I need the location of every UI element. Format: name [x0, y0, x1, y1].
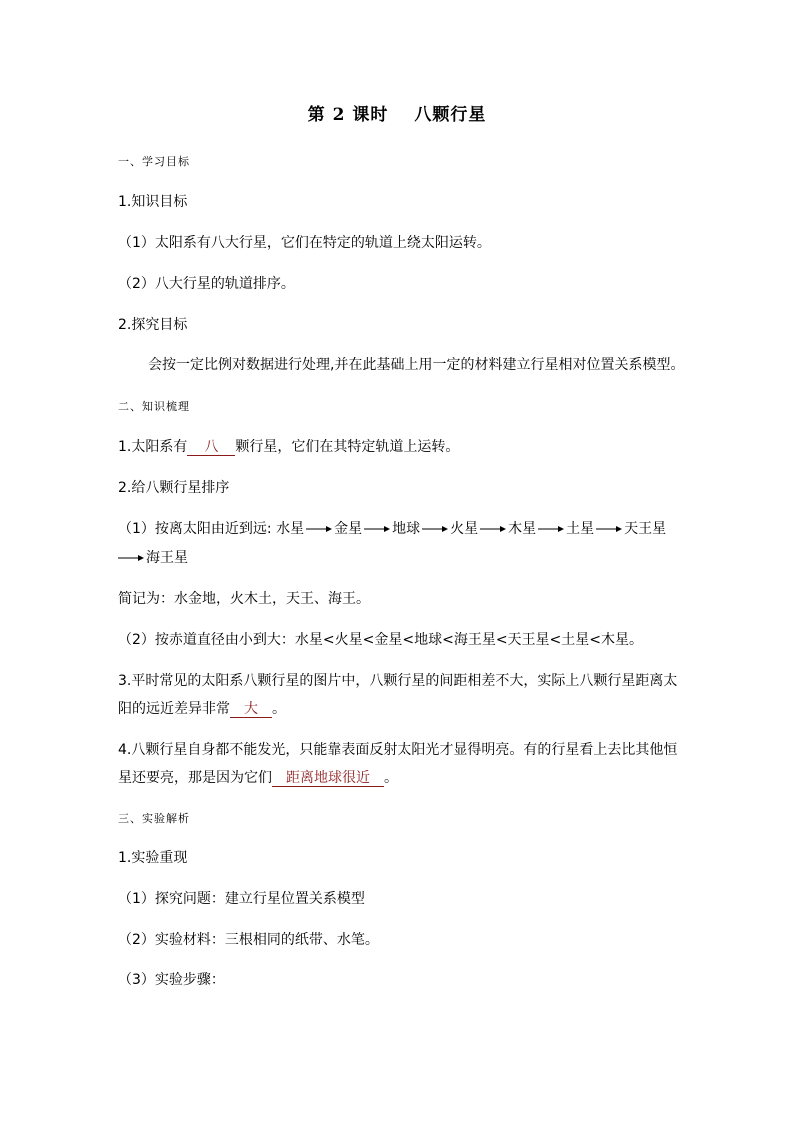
question-2: 2.给八颗行星排序	[118, 480, 230, 496]
planet-name: 天王星	[624, 521, 667, 537]
planet-name: 水星	[276, 521, 305, 537]
planet-name: 火星	[450, 521, 479, 537]
knowledge-objective-heading: 1.知识目标	[118, 194, 188, 210]
planet-order-line-1: （1）按离太阳由近到远: 水星 金星 地球 火星 木星 土星 天王星	[118, 521, 667, 537]
arrow-right-icon	[480, 524, 506, 534]
question-4-line-1: 4.八颗行星自身都不能发光，只能靠表面反射太阳光才显得明亮。有的行星看上去比其他恒	[118, 742, 678, 758]
arrow-right-icon	[306, 524, 332, 534]
arrow-right-icon	[118, 553, 144, 563]
question-1: 1.太阳系有 八 颗行星，它们在其特定轨道上运转。	[118, 439, 460, 455]
inquiry-objective-text: 会按一定比例对数据进行处理,并在此基础上用一定的材料建立行星相对位置关系模型。	[148, 357, 685, 373]
inquiry-objective-heading: 2.探究目标	[118, 317, 188, 333]
experiment-item: （1）探究问题：建立行星位置关系模型	[118, 891, 365, 907]
experiment-item: （2）实验材料：三根相同的纸带、水笔。	[118, 932, 379, 948]
page-title	[0, 100, 794, 125]
experiment-item: （3）实验步骤：	[118, 972, 225, 988]
question-4-line-2: 星还要亮，那是因为它们 距离地球很近 。	[118, 770, 398, 786]
objective-item: （1）太阳系有八大行星，它们在特定的轨道上绕太阳运转。	[118, 235, 491, 251]
answer-blank: 八	[187, 439, 235, 456]
planet-name: 地球	[392, 521, 421, 537]
arrow-right-icon	[422, 524, 448, 534]
mnemonic: 简记为：水金地，火木土，天王、海王。	[118, 591, 370, 607]
arrow-right-icon	[538, 524, 564, 534]
answer-blank: 大	[230, 701, 272, 718]
lesson-topic: 八颗行星	[414, 105, 487, 125]
arrow-right-icon	[596, 524, 622, 534]
question-3-line-2: 阳的远近差异非常 大 。	[118, 701, 286, 717]
section-heading-knowledge: 二、知识梳理	[118, 400, 190, 413]
planet-name: 土星	[566, 521, 595, 537]
question-3-line-1: 3.平时常见的太阳系八颗行星的图片中，八颗行星的间距相差不大，实际上八颗行星距离太	[118, 673, 678, 689]
section-heading-objectives: 一、学习目标	[118, 155, 190, 168]
planet-name: 金星	[334, 521, 363, 537]
diameter-order: （2）按赤道直径由小到大：水星<火星<金星<地球<海王星<天王星<土星<木星。	[118, 632, 644, 648]
planet-name: 海王星	[146, 550, 188, 566]
lesson-number: 第 2 课时	[307, 105, 389, 125]
planet-name: 木星	[508, 521, 537, 537]
objective-item: （2）八大行星的轨道排序。	[118, 276, 295, 292]
section-heading-experiment: 三、实验解析	[118, 812, 190, 825]
planet-order-line-2	[118, 548, 188, 568]
answer-blank: 距离地球很近	[272, 770, 384, 787]
experiment-heading: 1.实验重现	[118, 850, 188, 866]
arrow-right-icon	[364, 524, 390, 534]
